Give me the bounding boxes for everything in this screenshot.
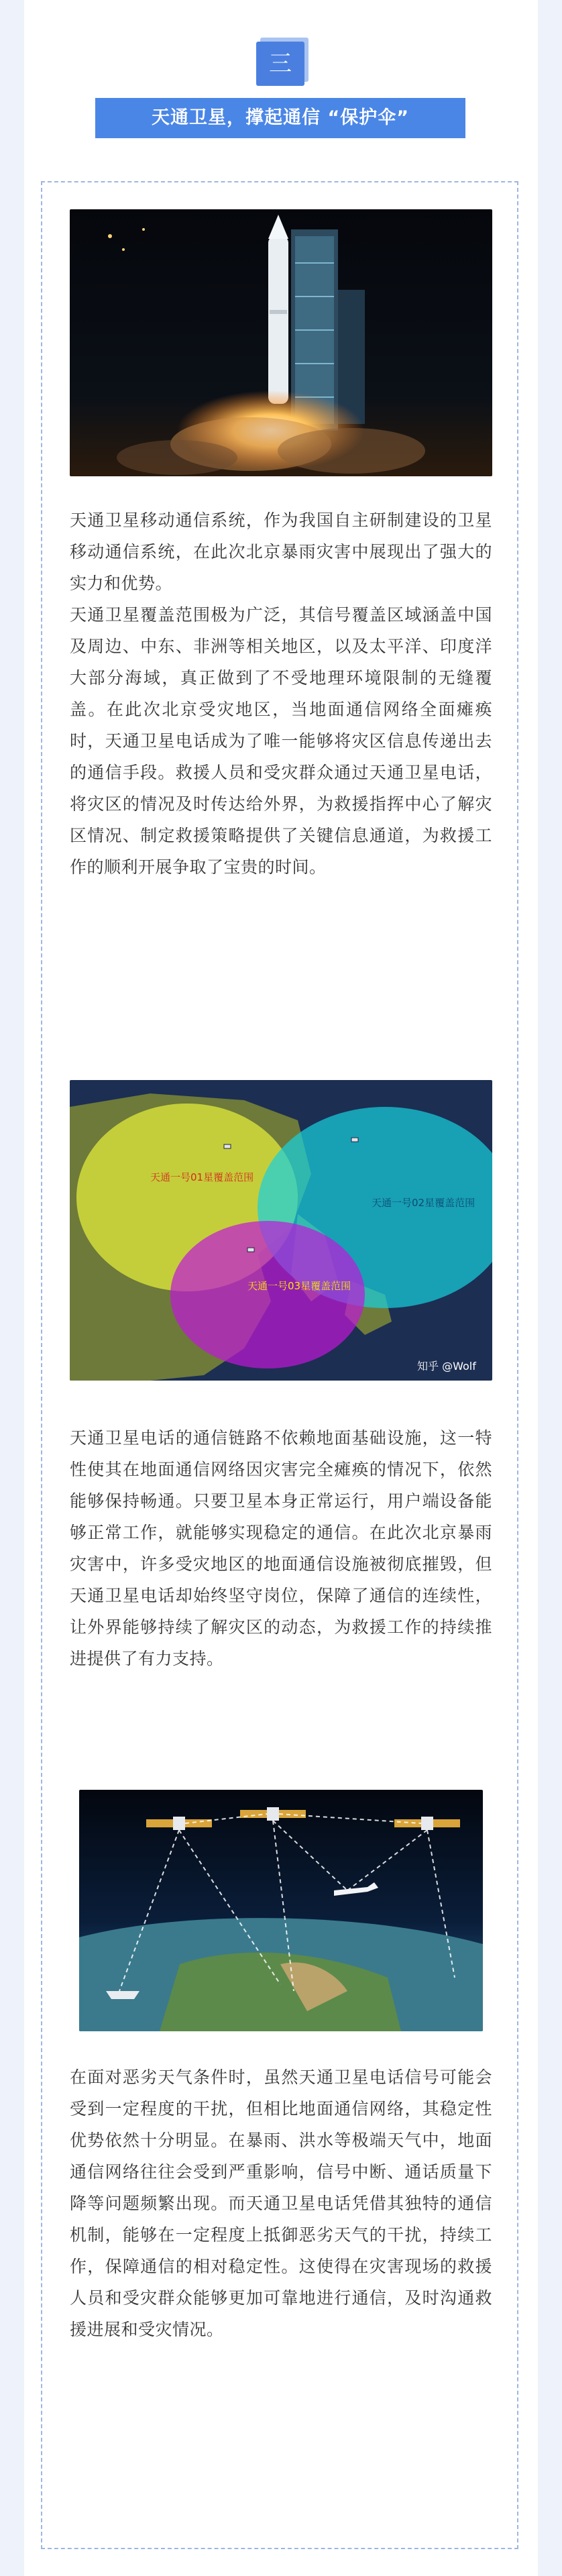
- paragraph-4: 在面对恶劣天气条件时，虽然天通卫星电话信号可能会受到一定程度的干扰，但相比地面通信网络，其稳定性优势依然十分明显。在暴雨、洪水等极端天气中，地面通信网络往往会受到严重影响，信号中断、通话质量下降等问题频繁出现。而天通卫星电话凭借其独特的通信机制，能够在一定程度上抵御恶劣天气的干扰，持续工作，保障通信的相对稳定性。这使得在灾害现场的救援人员和受灾群众能够更加可靠地进行通信，及时沟通救援进展和受灾情况。: [70, 2068, 492, 2339]
- map-label-03: 天通一号03星覆盖范围: [247, 1280, 351, 1292]
- satellite-network-illustration: [79, 1790, 483, 2031]
- coverage-map-image: [70, 1080, 492, 1381]
- map-watermark: 知乎 @Wolf: [417, 1360, 476, 1373]
- section-number-badge: 三: [256, 42, 304, 86]
- map-label-01: 天通一号01星覆盖范围: [150, 1171, 254, 1183]
- paragraph-2: 天通卫星覆盖范围极为广泛，其信号覆盖区域涵盖中国及周边、中东、非洲等相关地区，以及太平洋、印度洋大部分海域，真正做到了不受地理环境限制的无缝覆盖。在此次北京受灾地区，当地面通信网络全面瘫痪时，天通卫星电话成为了唯一能够将灾区信息传递出去的通信手段。救援人员和受灾群众通过天通卫星电话，将灾区的情况及时传达给外界，为救援指挥中心了解灾区情况、制定救援策略提供了关键信息通道，为救援工作的顺利开展争取了宝贵的时间。: [70, 605, 492, 877]
- paragraph-3: 天通卫星电话的通信链路不依赖地面基础设施，这一特性使其在地面通信网络因灾害完全瘫痪的情况下，依然能够保持畅通。只要卫星本身正常运行，用户端设备能够正常工作，就能够实现稳定的通信。在此次北京暴雨灾害中，许多受灾地区的地面通信设施被彻底摧毁，但天通卫星电话却始终坚守岗位，保障了通信的连续性，让外界能够持续了解灾区的动态，为救援工作的持续推进提供了有力支持。: [70, 1428, 492, 1668]
- rocket-launch-photo: [70, 209, 492, 476]
- section-title: 天通卫星，撑起通信 “保护伞”: [95, 98, 465, 138]
- paragraph-1: 天通卫星移动通信系统，作为我国自主研制建设的卫星移动通信系统，在此次北京暴雨灾害中展现出了强大的实力和优势。: [70, 511, 492, 593]
- map-label-02: 天通一号02星覆盖范围: [372, 1197, 475, 1209]
